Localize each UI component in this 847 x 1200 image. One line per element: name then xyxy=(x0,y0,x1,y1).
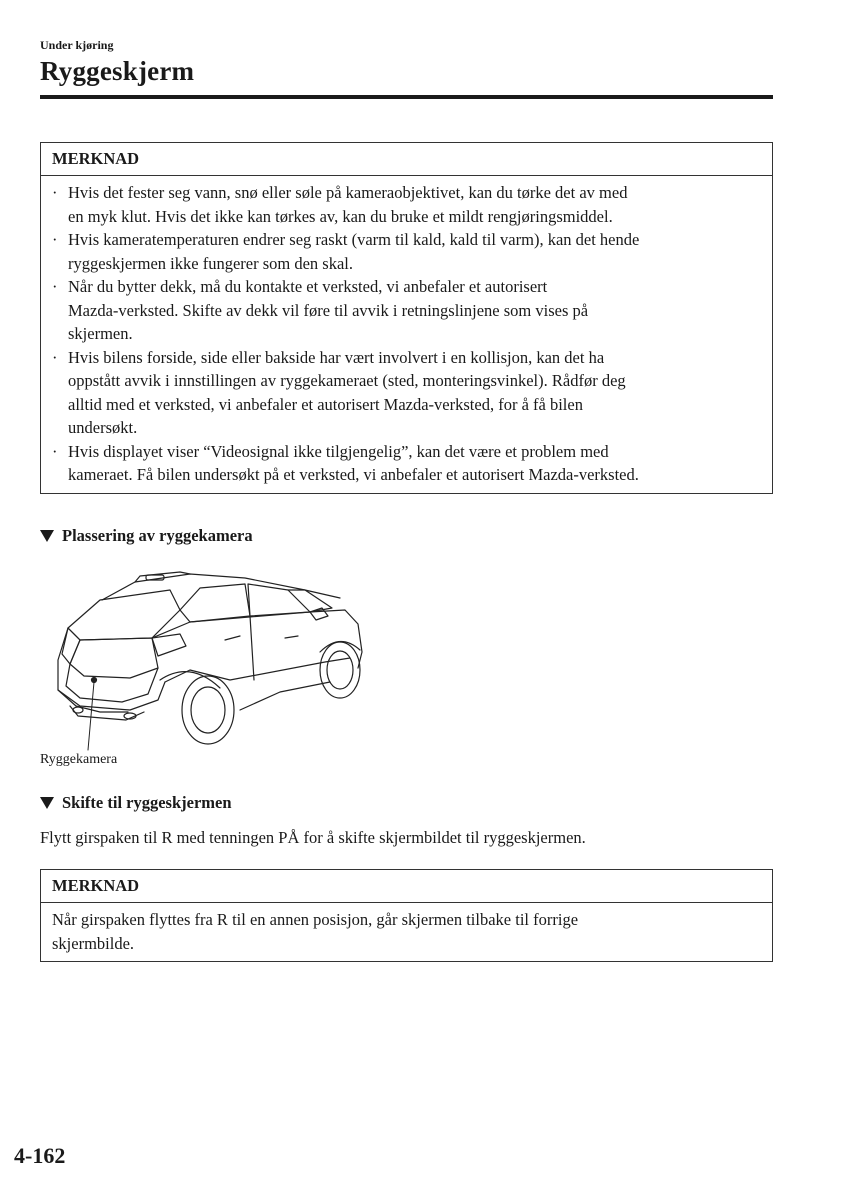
subheading-text: Plassering av ryggekamera xyxy=(62,526,253,545)
bullet-dot: · xyxy=(52,230,58,249)
car-rear-illustration xyxy=(40,560,370,760)
note-box-2 xyxy=(40,869,773,962)
note-line: ryggeskjermen ikke fungerer som den skal. xyxy=(68,253,353,273)
note-item xyxy=(52,275,761,346)
note-item xyxy=(52,440,761,487)
subheading-camera-location xyxy=(40,526,253,546)
note-line: skjermen. xyxy=(68,324,133,343)
note-line: oppstått avvik i innstillingen av ryggekameraet (sted, monteringsvinkel). Rådfør deg xyxy=(68,371,626,390)
note-item xyxy=(52,228,761,275)
bullet-dot: · xyxy=(52,183,58,202)
bullet-dot: · xyxy=(52,277,58,296)
note-line: Hvis kameratemperaturen endrer seg raskt (varm til kald, kald til varm), kan det hende xyxy=(68,230,640,249)
note-line: Hvis displayet viser “Videosignal ikke tilgjengelig”, kan det være et problem med xyxy=(68,441,609,461)
note-heading: MERKNAD xyxy=(41,870,772,903)
note-line: Hvis bilens forside, side eller bakside har vært involvert i en kollisjon, kan det ha xyxy=(68,347,605,367)
page-number: 4-162 xyxy=(14,1143,66,1168)
note-line: Når du bytter dekk, må du kontakte et verksted, vi anbefaler et autorisert xyxy=(68,277,548,296)
note-item xyxy=(52,181,761,228)
title-rule xyxy=(40,95,773,99)
section-label: Under kjøring xyxy=(40,38,114,52)
note-line: Mazda-verksted. Skifte av dekk vil føre til avvik i retningslinjene som vises på xyxy=(68,300,589,320)
triangle-down-icon xyxy=(40,530,54,542)
subheading-text: Skifte til ryggeskjermen xyxy=(62,793,232,812)
note-heading: MERKNAD xyxy=(41,143,772,176)
bullet-dot: · xyxy=(52,441,58,461)
note-line: alltid med et verksted, vi anbefaler et autorisert Mazda-verksted, for å få bilen xyxy=(68,394,583,414)
subheading-switch xyxy=(40,793,232,813)
note-item xyxy=(52,346,761,440)
bullet-dot: · xyxy=(52,347,58,367)
note-line: kameraet. Få bilen undersøkt på et verksted, vi anbefaler et autorisert Mazda-verksted. xyxy=(68,465,639,484)
instruction-text: Flytt girspaken til R med tenningen PÅ for å skifte skjermbildet til ryggeskjermen. xyxy=(40,828,586,847)
note-line: undersøkt. xyxy=(68,418,138,437)
note-line: Hvis det fester seg vann, snø eller søle på kameraobjektivet, kan du tørke det av med xyxy=(68,183,628,202)
note-line: en myk klut. Hvis det ikke kan tørkes av, kan du bruke et mildt rengjøringsmiddel. xyxy=(68,206,613,226)
triangle-down-icon xyxy=(40,797,54,809)
note-box-1 xyxy=(40,142,773,494)
note-line: Når girspaken flyttes fra R til en annen posisjon, går skjermen tilbake til forrige xyxy=(52,910,579,929)
note-line: skjermbilde. xyxy=(52,933,135,953)
note-body xyxy=(41,903,772,961)
camera-callout-label: Ryggekamera xyxy=(40,752,118,767)
note-body xyxy=(41,176,772,493)
page-title: Ryggeskjerm xyxy=(40,56,195,86)
